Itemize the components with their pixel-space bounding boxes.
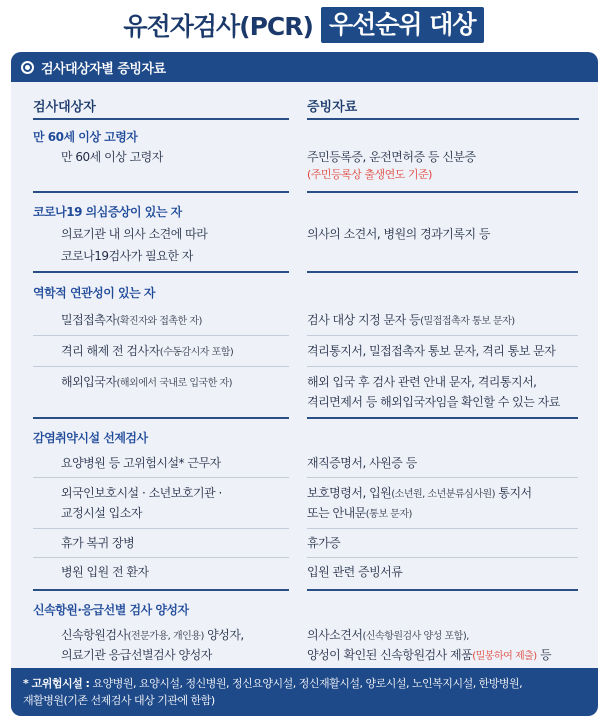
section-divider [33,417,289,419]
row-divider [33,335,289,336]
footer-line2: 재활병원(기존 선제검사 대상 기관에 한함) [23,694,215,707]
evidence-label: 검사 대상 지정 문자 등 [307,313,421,327]
section-title: 만 60세 이상 고령자 [33,130,138,144]
evidence-item: 격리통지서, 밀접접촉자 통보 문자, 격리 통보 문자 [307,344,556,358]
evidence-note: (통보 문자) [365,509,412,520]
subject-item: 의료기관 응급선별검사 양성자 [61,648,212,662]
subject-label: 해외입국자 [61,375,117,389]
evidence-label: 또는 안내문 [307,506,366,520]
section-title: 감염취약시설 선제검사 [33,431,148,445]
subject-label: 밀접접촉자 [61,313,117,327]
section-divider [307,589,578,591]
subject-label: 양성자, [203,628,244,642]
section-divider [33,589,289,591]
title-highlight: 우선순위 대상 [321,7,484,43]
section-title: 신속항원·응급선별 검사 양성자 [33,603,189,617]
footer-label: * 고위험시설 : [23,677,90,690]
evidence-warning: (밀봉하여 제출) [472,651,537,662]
panel-heading: 검사대상자별 증빙자료 [41,61,166,77]
section-divider [307,271,578,273]
evidence-item [307,503,412,525]
evidence-panel [11,52,598,716]
subject-item: 휴가 복귀 장병 [61,536,135,550]
evidence-label: 양성이 확인된 신속항원검사 제품 [307,648,473,662]
evidence-item: 격리면제서 등 해외입국자임을 확인할 수 있는 자료 [307,395,560,409]
row-divider [33,366,289,367]
section-divider [33,271,289,273]
evidence-note: (밀접접촉자 통보 문자) [420,316,515,327]
row-divider [307,335,578,336]
section-divider [307,191,578,193]
evidence-note: (주민등록상 출생연도 기준) [307,168,432,181]
column-rule [307,118,579,120]
evidence-item [307,483,532,505]
evidence-item: 휴가증 [307,536,341,550]
page-title [0,6,607,44]
column-rule [33,118,289,120]
evidence-item: 주민등록증, 운전면허증 등 신분증 [307,150,476,164]
evidence-note: (소년원, 소년분류심사원) [391,489,496,500]
evidence-label: 의사소견서 [307,628,363,642]
subject-item [61,625,244,647]
evidence-item: 재직증명서, 사원증 등 [307,456,417,470]
evidence-label: 보호명령서, 입원 [307,486,392,500]
subject-item [61,310,202,332]
row-divider [307,477,578,478]
subject-label: 신속항원검사 [61,628,128,642]
subject-item: 요양병원 등 고위험시설* 근무자 [61,456,221,470]
subject-label: 격리 해제 전 검사자 [61,344,160,358]
row-divider [33,528,289,529]
panel-header [11,52,598,82]
subject-note: (해외에서 국내로 입국한 자) [116,378,233,389]
evidence-item [307,645,551,667]
subject-item [61,372,232,394]
footer-note [11,668,598,716]
section-title: 역학적 연관성이 있는 자 [33,286,155,300]
subject-note: (확진자와 접촉한 자) [116,316,202,327]
section-divider [33,191,289,193]
row-divider [307,557,578,558]
subject-item: 교정시설 입소자 [61,506,142,520]
column-header-subject: 검사대상자 [33,100,96,115]
evidence-label: 통지서 [495,486,532,500]
footer-line1: 요양병원, 요양시설, 정신병원, 정신요양시설, 정신재활시설, 양로시설, 노인복지시설, 한방병원, [89,677,523,690]
section-title: 코로나19 의심증상이 있는 자 [33,205,182,219]
subject-item: 의료기관 내 의사 소견에 따라 [61,227,208,241]
evidence-note: (신속항원검사 양성 포함), [362,631,469,642]
subject-item [61,341,233,363]
bullet-circle-icon [21,61,34,74]
subject-item: 외국인보호시설 · 소년보호기관 · [61,486,222,500]
title-main: 유전자검사(PCR) [123,12,313,41]
evidence-item [307,625,469,647]
row-divider [307,366,578,367]
evidence-label: 등 [536,648,552,662]
column-header-evidence: 증빙자료 [307,100,358,115]
evidence-item: 해외 입국 후 검사 관련 안내 문자, 격리통지서, [307,375,537,389]
evidence-item: 입원 관련 증빙서류 [307,565,403,579]
section-divider [307,417,578,419]
subject-note: (전문가용, 개인용) [127,631,204,642]
subject-item: 코로나19검사가 필요한 자 [61,249,193,263]
subject-item: 만 60세 이상 고령자 [61,150,163,164]
row-divider [33,477,289,478]
subject-item: 병원 입원 전 환자 [61,565,149,579]
row-divider [307,528,578,529]
subject-note: (수동감시자 포함) [159,347,234,358]
evidence-item: 의사의 소견서, 병원의 경과기록지 등 [307,227,490,241]
evidence-item [307,310,515,332]
row-divider [33,557,289,558]
